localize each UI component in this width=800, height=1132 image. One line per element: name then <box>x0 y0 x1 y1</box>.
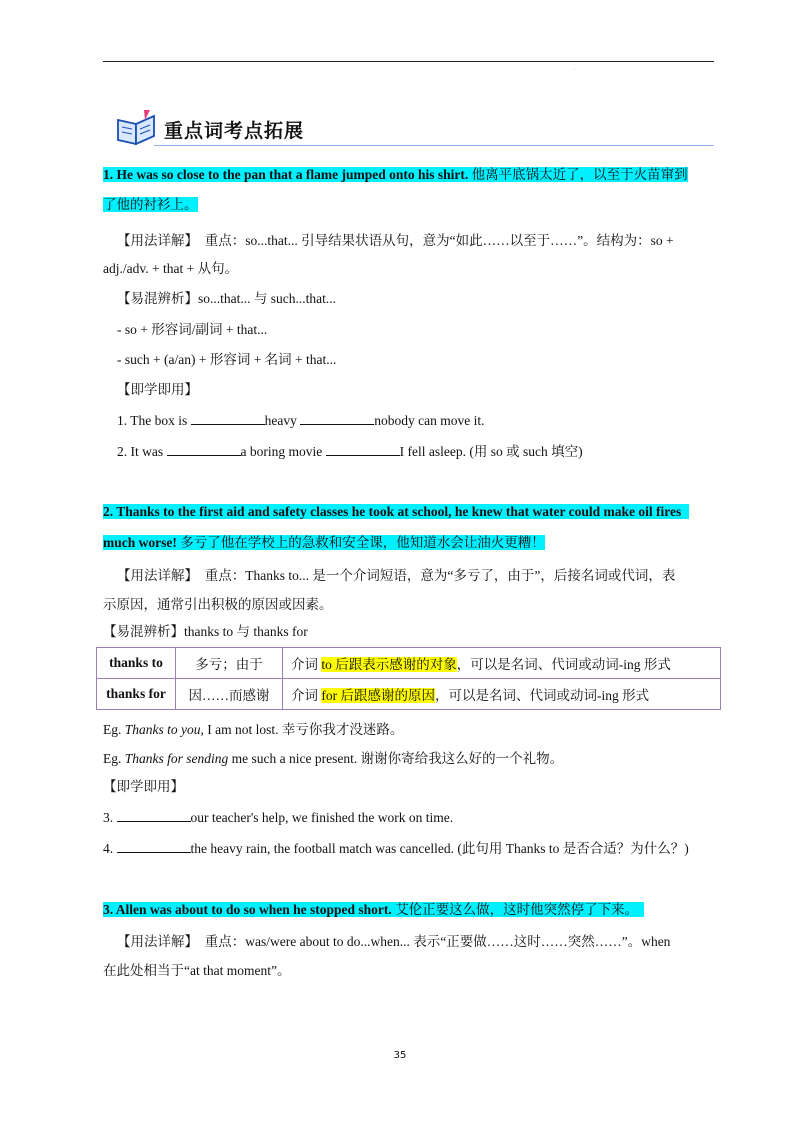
q1-blank-2[interactable] <box>300 410 374 425</box>
q2-blank-1[interactable] <box>167 441 241 456</box>
question-2 <box>117 441 583 462</box>
item1-usage-cont: adj./adv. + that + 从句。 <box>103 261 239 276</box>
practice-label: 【即学即用】 <box>103 779 184 794</box>
item2-sentence <box>103 502 689 522</box>
usage-label: 【用法详解】 <box>117 233 198 248</box>
eg-italic: Thanks for sending <box>124 751 229 766</box>
desc-highlight: for 后跟感谢的原因 <box>321 688 435 703</box>
desc-suffix: ，可以是名词、代词或动词-ing 形式 <box>435 688 650 703</box>
item1-confuse <box>117 289 336 309</box>
example-2 <box>103 749 563 769</box>
eg-rest: , I am not lost. 幸亏你我才没迷路。 <box>200 722 404 737</box>
table-term: thanks to <box>97 648 176 679</box>
practice-label: 【即学即用】 <box>117 382 198 397</box>
usage-text: 重点：was/were about to do...when... 表示“正要做……这时……突然……”。when <box>204 934 671 949</box>
eg-rest: me such a nice present. 谢谢你寄给我这么好的一个礼物。 <box>228 751 564 766</box>
eg-prefix: Eg. <box>103 751 125 766</box>
item3-sentence-zh: 艾伦正要这么做，这时他突然停了下来。 <box>395 902 644 917</box>
table-meaning: 多亏；由于 <box>176 648 283 679</box>
item2-usage <box>117 566 675 586</box>
pattern-so-that: - so + 形容词/副词 + that... <box>117 322 268 337</box>
item1-sentence-zh-cont: 了他的衬衫上。 <box>103 197 198 212</box>
section-title-underline <box>154 145 714 146</box>
q2-part-b: a boring movie <box>240 444 326 459</box>
item1-sentence-zh: 他离平底锅太近了，以至于火苗窜到 <box>471 167 688 182</box>
desc-highlight: to 后跟表示感谢的对象 <box>321 657 457 672</box>
eg-prefix: Eg. <box>103 722 125 737</box>
item2-confuse <box>103 622 308 642</box>
q1-part-b: heavy <box>264 413 301 428</box>
usage-text: 重点：so...that... 引导结果状语从句，意为“如此……以至于……”。结构为：so + <box>204 233 674 248</box>
q3-part-a: 3. <box>103 810 117 825</box>
item1-sentence <box>103 165 688 185</box>
table-term: thanks for <box>97 679 176 710</box>
item2-usage-cont: 示原因，通常引出积极的原因或因素。 <box>103 597 333 612</box>
q4-part-a: 4. <box>103 841 117 856</box>
item1-usage <box>117 231 674 251</box>
q2-blank-2[interactable] <box>326 441 400 456</box>
open-book-icon <box>114 108 160 148</box>
question-1 <box>117 410 484 431</box>
table-row <box>97 679 721 710</box>
dot-mark: · <box>573 67 575 73</box>
q2-part-a: 2. It was <box>117 444 167 459</box>
item1-sentence-en: 1. He was so close to the pan that a flame jumped onto his shirt. <box>103 167 469 182</box>
page-number: 35 <box>393 1050 407 1061</box>
item2-sentence-zh: 多亏了他在学校上的急救和安全课，他知道水会让油火更糟！ <box>180 535 545 550</box>
eg-italic: Thanks to you <box>124 722 201 737</box>
desc-prefix: 介词 <box>291 688 322 703</box>
table-row <box>97 648 721 679</box>
section-title: 重点词考点拓展 <box>164 120 305 142</box>
item3-usage-cont: 在此处相当于“at that moment”。 <box>103 963 291 978</box>
item3-usage <box>117 932 670 952</box>
q4-part-b: the heavy rain, the football match was cancelled. (此句用 Thanks to 是否合适？为什么？) <box>190 841 689 856</box>
section-header <box>114 108 714 152</box>
item2-sentence-en: 2. Thanks to the first aid and safety classes he took at school, he knew that water could make oil fires <box>103 504 689 519</box>
q1-part-c: nobody can move it. <box>374 413 485 428</box>
item1-sentence-cont <box>103 195 198 215</box>
question-3 <box>103 807 453 828</box>
q4-blank[interactable] <box>117 838 191 853</box>
q3-blank[interactable] <box>117 807 191 822</box>
pattern-such-that: - such + (a/an) + 形容词 + 名词 + that... <box>117 352 337 367</box>
usage-label: 【用法详解】 <box>117 568 198 583</box>
confuse-label: 【易混辨析】 <box>117 291 198 306</box>
item2-sentence-cont <box>103 533 545 553</box>
q2-part-c: I fell asleep. (用 so 或 such 填空) <box>399 444 583 459</box>
question-4 <box>103 838 689 859</box>
table-description <box>283 679 721 710</box>
confuse-text: so...that... 与 such...that... <box>198 291 336 306</box>
table-meaning: 因……而感谢 <box>176 679 283 710</box>
q1-blank-1[interactable] <box>191 410 265 425</box>
header-rule <box>103 61 714 62</box>
q1-part-a: 1. The box is <box>117 413 191 428</box>
item3-sentence-en: 3. Allen was about to do so when he stopped short. <box>103 902 392 917</box>
desc-prefix: 介词 <box>291 657 322 672</box>
item3-sentence <box>103 900 644 920</box>
example-1 <box>103 720 403 740</box>
item2-sentence-en-cont: much worse! <box>103 535 177 550</box>
q3-part-b: our teacher's help, we finished the work on time. <box>190 810 454 825</box>
table-description <box>283 648 721 679</box>
desc-suffix: ，可以是名词、代词或动词-ing 形式 <box>456 657 671 672</box>
usage-label: 【用法详解】 <box>117 934 198 949</box>
confuse-text: thanks to 与 thanks for <box>184 624 308 639</box>
usage-text: 重点：Thanks to... 是一个介词短语，意为“多亏了，由于”，后接名词或代词，表 <box>204 568 676 583</box>
comparison-table <box>96 647 721 710</box>
confuse-label: 【易混辨析】 <box>103 624 184 639</box>
